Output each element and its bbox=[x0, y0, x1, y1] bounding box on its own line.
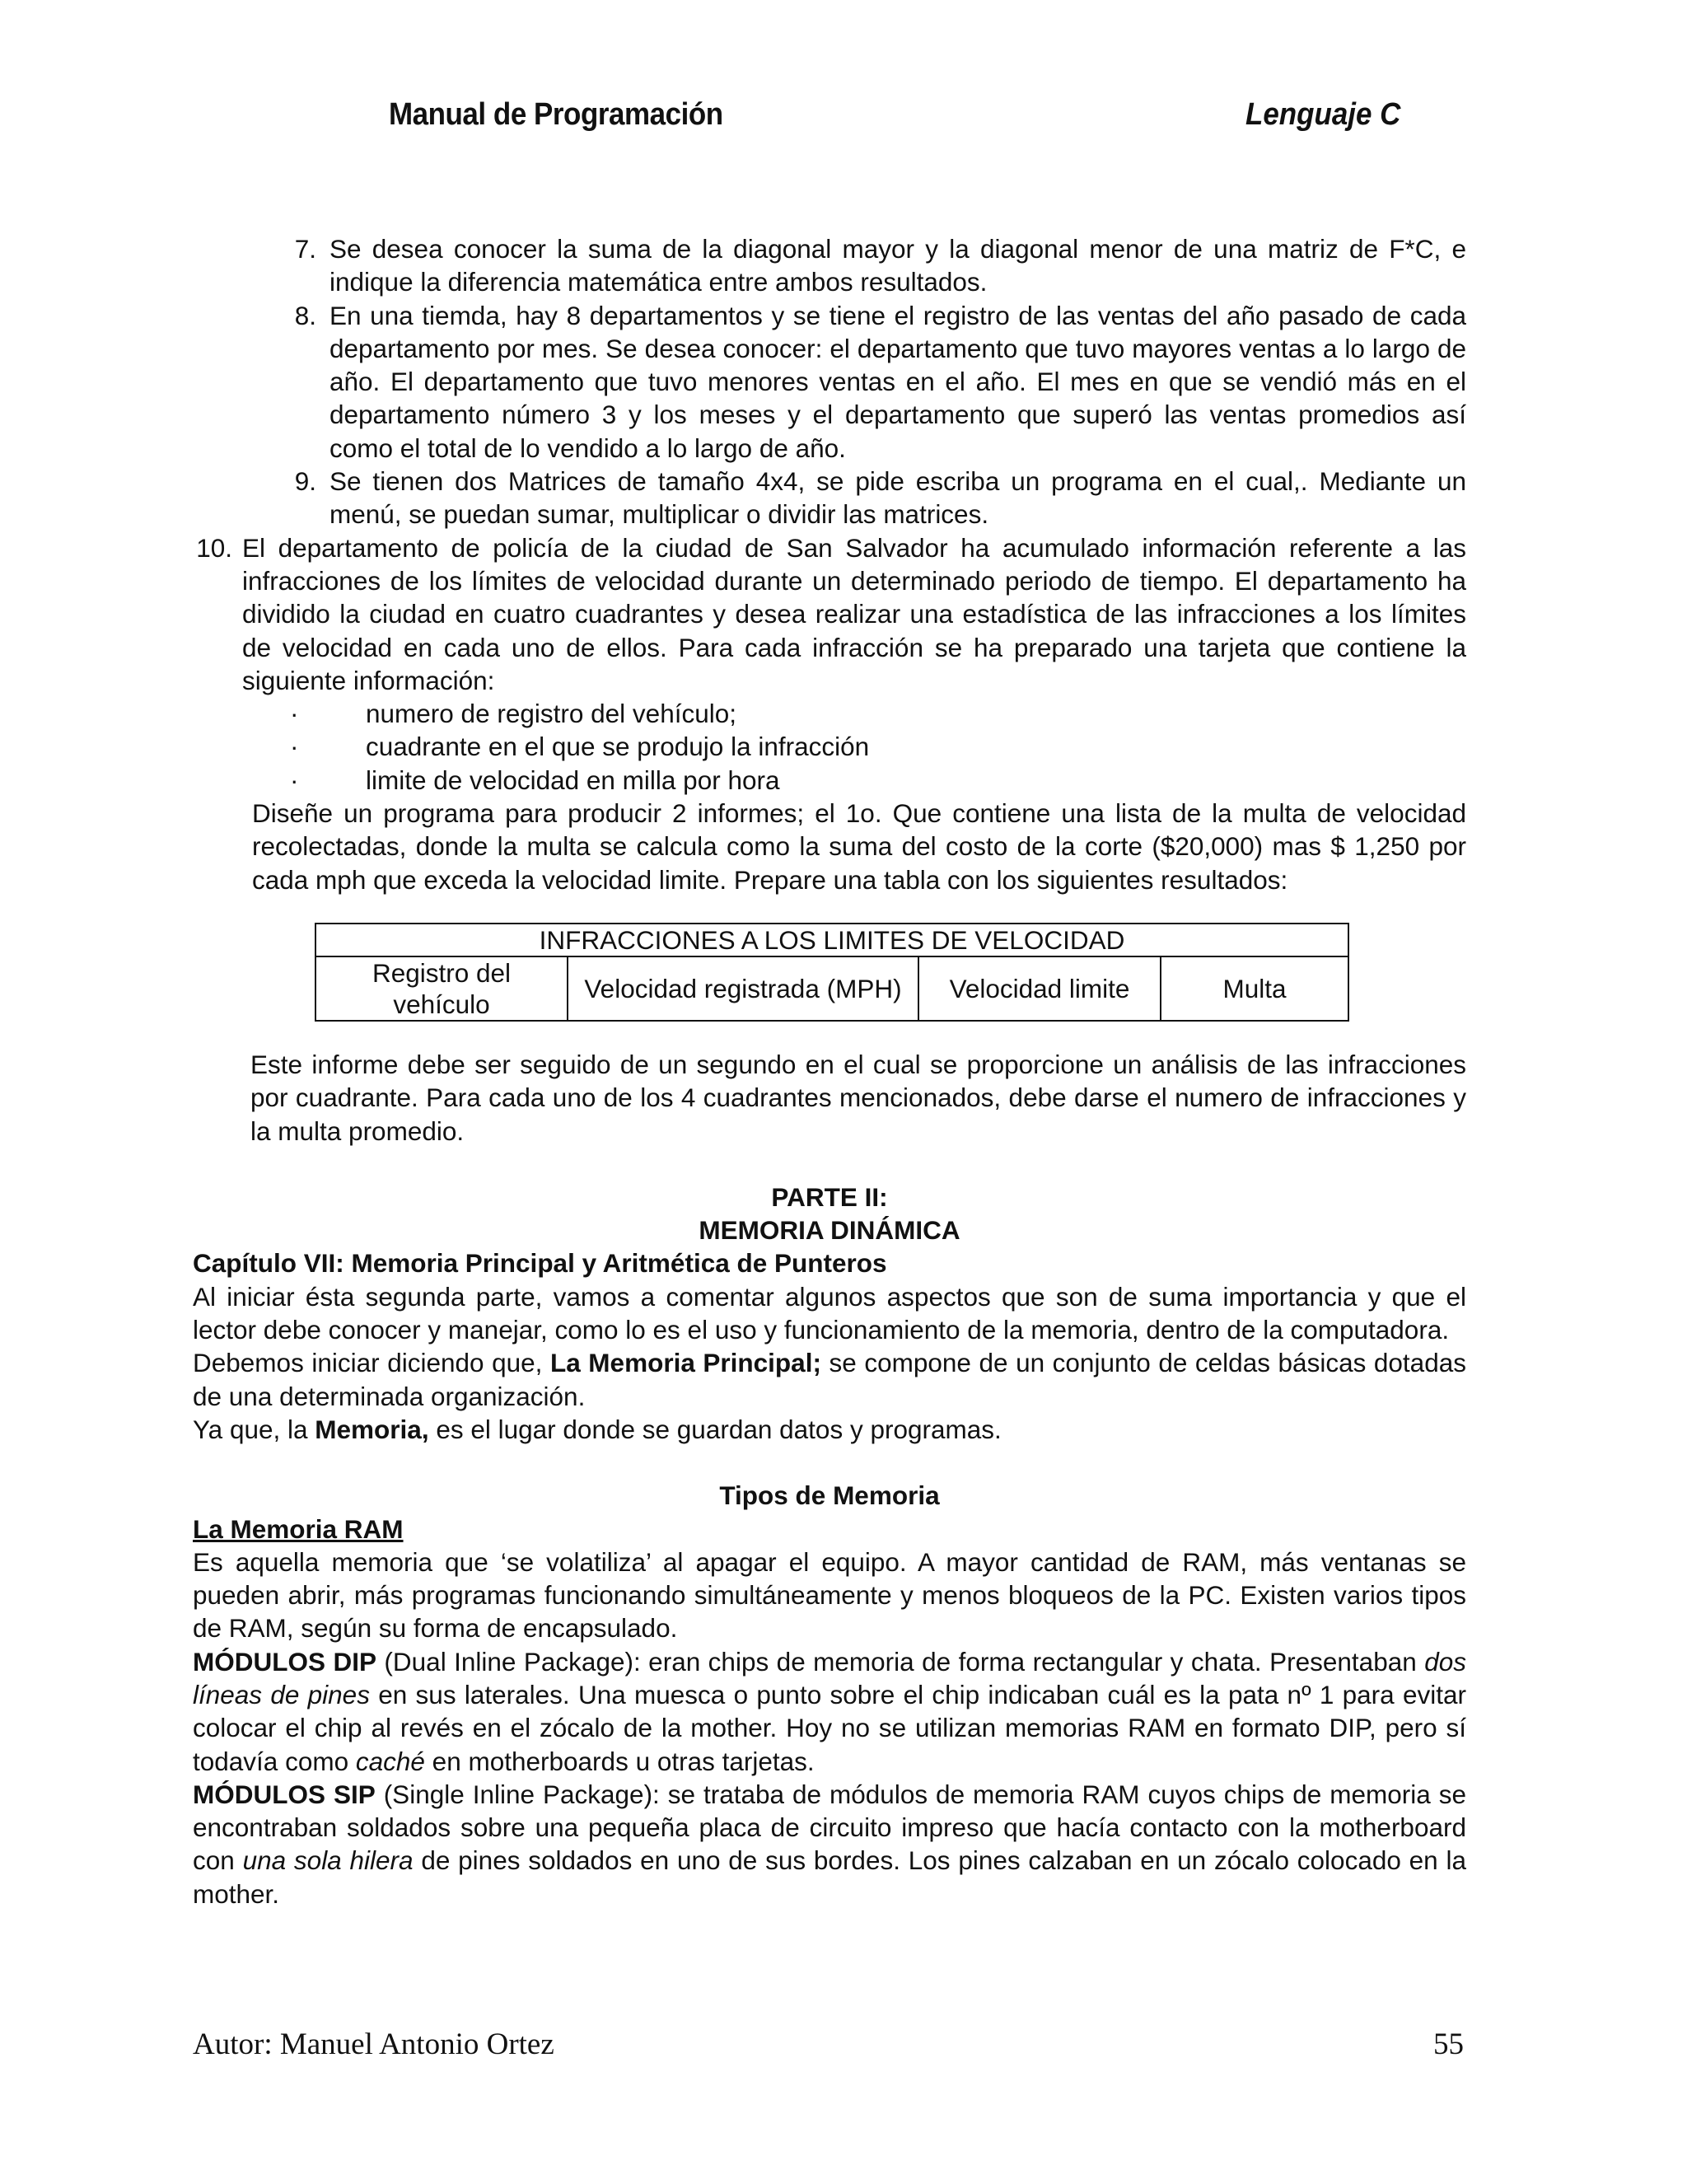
paragraph: Es aquella memoria que ‘se volatiliza’ al apagar el equipo. A mayor cantidad de RAM, más ventanas se pueden abrir, más programas funcionando simultáneamente y menos bloqueos de la PC. Existen varios tipos de RAM, según su forma de encapsulado. bbox=[193, 1546, 1466, 1644]
bullet-item bbox=[193, 730, 1466, 763]
header-title: Manual de Programación bbox=[389, 97, 723, 132]
subsection-heading: La Memoria RAM bbox=[193, 1513, 404, 1544]
list-item bbox=[193, 299, 1466, 465]
bullet-icon: · bbox=[290, 765, 299, 795]
table-header-cell: Velocidad registrada (MPH) bbox=[568, 956, 918, 1021]
chapter-heading: Capítulo VII: Memoria Principal y Aritmética de Punteros bbox=[193, 1248, 887, 1279]
section-title: Tipos de Memoria bbox=[719, 1480, 940, 1511]
list-item bbox=[193, 465, 1466, 531]
header-subject: Lenguaje C bbox=[1245, 97, 1401, 132]
bullet-item bbox=[193, 764, 1466, 797]
list-item bbox=[193, 531, 1466, 697]
item-number: 9. bbox=[294, 466, 316, 497]
page-number: 55 bbox=[1433, 2027, 1464, 2061]
item-text: En una tiemda, hay 8 departamentos y se tiene el registro de las ventas del año pasado de cada departamento por mes. Se desea conocer: el departamento que tuvo mayores ventas a lo largo de año. El departamento que tuvo menores ventas en el año. El mes en que se vendió más en el departamento número 3 y los meses y el departamento que superó las ventas promedios así como el total de lo vendido a lo largo de año. bbox=[329, 300, 1466, 463]
item-number: 7. bbox=[294, 234, 316, 264]
paragraph: MÓDULOS DIP (Dual Inline Package): eran chips de memoria de forma rectangular y chata. Presentaban dos líneas de pines en sus laterales. Una muesca o punto sobre el chip indicaban cuál es la pata nº 1 para evitar colocar el chip al revés en el zócalo de la mother. Hoy no se utilizan memorias RAM en formato DIP, pero sí todavía como caché en motherboards u otras tarjetas. bbox=[193, 1646, 1466, 1776]
table-header-cell: Multa bbox=[1161, 956, 1348, 1021]
part-subtitle: MEMORIA DINÁMICA bbox=[699, 1215, 960, 1246]
table-header-cell: Velocidad limite bbox=[918, 956, 1161, 1021]
bullet-text: cuadrante en el que se produjo la infracción bbox=[366, 732, 870, 762]
infractions-table bbox=[315, 923, 1349, 1022]
bullet-item bbox=[193, 697, 1466, 730]
paragraph: Diseñe un programa para producir 2 informes; el 1o. Que contiene una lista de la multa de velocidad recolectadas, donde la multa se calcula como la suma del costo de la corte ($20,000) mas $ 1,250 por cada mph que exceda la velocidad limite. Prepare una tabla con los siguientes resultados: bbox=[252, 798, 1466, 895]
item-text: Se tienen dos Matrices de tamaño 4x4, se pide escriba un programa en el cual,. Mediante un menú, se puedan sumar, multiplicar o dividir las matrices. bbox=[329, 466, 1466, 530]
paragraph: Este informe debe ser seguido de un segundo en el cual se proporcione un análisis de las infracciones por cuadrante. Para cada uno de los 4 cuadrantes mencionados, debe darse el numero de infracciones y la multa promedio. bbox=[250, 1049, 1466, 1146]
page-body bbox=[193, 232, 1466, 1910]
bullet-text: numero de registro del vehículo; bbox=[366, 699, 736, 729]
table-title: INFRACCIONES A LOS LIMITES DE VELOCIDAD bbox=[315, 924, 1348, 956]
item-number: 8. bbox=[294, 300, 316, 330]
table-header-row bbox=[315, 956, 1348, 1021]
item-number: 10. bbox=[196, 532, 232, 563]
list-item bbox=[193, 232, 1466, 299]
item-text: Se desea conocer la suma de la diagonal mayor y la diagonal menor de una matriz de F*C, e indique la diferencia matemática entre ambos resultados. bbox=[329, 234, 1466, 297]
bullet-icon: · bbox=[290, 699, 299, 729]
paragraph: Debemos iniciar diciendo que, La Memoria Principal; se compone de un conjunto de celdas básicas dotadas de una determinada organización. bbox=[193, 1348, 1466, 1411]
footer-author: Autor: Manuel Antonio Ortez bbox=[193, 2027, 554, 2061]
item-text: El departamento de policía de la ciudad de San Salvador ha acumulado información referente a las infracciones de los límites de velocidad durante un determinado periodo de tiempo. El departamento ha dividido la ciudad en cuatro cuadrantes y desea realizar una estadística de las infracciones a los límites de velocidad en cada uno de ellos. Para cada infracción se ha preparado una tarjeta que contiene la siguiente información: bbox=[242, 532, 1466, 695]
paragraph: Ya que, la Memoria, es el lugar donde se guardan datos y programas. bbox=[193, 1414, 1002, 1444]
paragraph: Al iniciar ésta segunda parte, vamos a comentar algunos aspectos que son de suma importancia y que el lector debe conocer y manejar, como lo es el uso y funcionamiento de la memoria, dentro de la computadora. bbox=[193, 1281, 1466, 1345]
bullet-text: limite de velocidad en milla por hora bbox=[366, 765, 780, 795]
part-title: PARTE II: bbox=[771, 1181, 888, 1212]
table-header-cell: Registro del vehículo bbox=[315, 956, 568, 1021]
paragraph: MÓDULOS SIP (Single Inline Package): se trataba de módulos de memoria RAM cuyos chips de memoria se encontraban soldados sobre una pequeña placa de circuito impreso que hacía contacto con la motherboard con una sola hilera de pines soldados en uno de sus bordes. Los pines calzaban en un zócalo colocado en la mother. bbox=[193, 1779, 1466, 1909]
bullet-icon: · bbox=[290, 732, 299, 762]
